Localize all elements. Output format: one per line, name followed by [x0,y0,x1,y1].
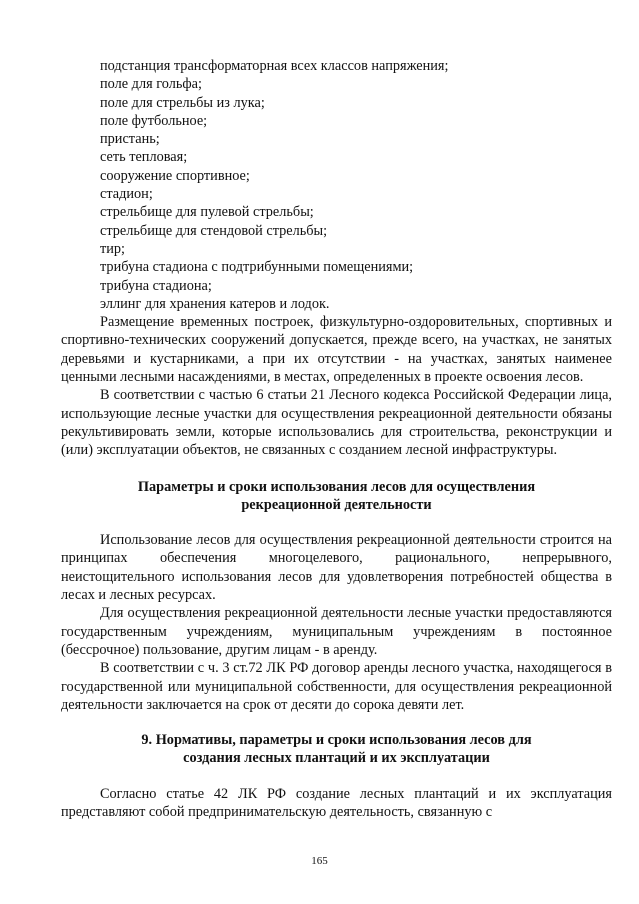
list-item: пристань; [100,131,160,148]
paragraph: Использование лесов для осуществления рекреационной деятельности строится на принципах обеспечения многоцелевого, рационального, непрерывного, неистощительного использования лесов для удовлетворения потребностей общества в лесах и лесных ресурсах. [61,532,612,604]
facility-list [61,57,612,313]
list-item: эллинг для хранения катеров и лодок. [100,295,330,312]
paragraph: Размещение временных построек, физкультурно-оздоровительных, спортивных и спортивно-технических сооружений допускается, прежде всего, на участках, не занятых деревьями и кустарниками, а при их отсутствии - на участках, занятых наименее ценными лесными насаждениями, в местах, определенных в проекте освоения лесов. [61,314,612,386]
paragraph: В соответствии с ч. 3 ст.72 ЛК РФ договор аренды лесного участка, находящегося в государственной или муниципальной собственности, для осуществления рекреационной деятельности заключается на срок от десяти до сорока девяти лет. [61,660,612,713]
paragraph: В соответствии с частью 6 статьи 21 Лесного кодекса Российской Федерации лица, использующие лесные участки для осуществления рекреационной деятельности обязаны рекультивировать земли, которые использовались для строительства, реконструкции и (или) эксплуатации объектов, не связанных с созданием лесной инфраструктуры. [61,387,612,459]
list-item: подстанция трансформаторная всех классов напряжения; [100,58,449,74]
list-item: стрельбище для стендовой стрельбы; [100,222,328,239]
list-item: поле для стрельбы из лука; [100,94,265,111]
page-content [61,57,612,821]
list-item: трибуна стадиона; [100,277,212,294]
heading-line: рекреационной деятельности [241,496,432,513]
heading-line: 9. Нормативы, параметры и сроки использования лесов для [141,732,532,749]
list-item: стрельбище для пулевой стрельбы; [100,204,314,221]
list-item: трибуна стадиона с подтрибунными помещениями; [100,259,414,276]
heading-line: создания лесных плантаций и их эксплуатации [183,750,490,767]
list-item: тир; [100,240,126,257]
list-item: сеть тепловая; [100,149,188,166]
paragraph: Согласно статье 42 ЛК РФ создание лесных плантаций и их эксплуатация представляют собой предпринимательскую деятельность, связанную с [61,785,612,820]
paragraph: Для осуществления рекреационной деятельности лесные участки предоставляются государственным учреждениям, муниципальным учреждениям в постоянное (бессрочное) пользование, другим лицам - в аренду. [61,605,612,658]
section-heading [61,731,612,768]
list-item: сооружение спортивное; [100,167,250,184]
section-heading [61,478,612,515]
page-number: 165 [311,855,328,867]
list-item: поле футбольное; [100,112,208,129]
list-item: поле для гольфа; [100,76,202,93]
heading-line: Параметры и сроки использования лесов для осуществления [137,478,536,495]
list-item: стадион; [100,186,153,203]
